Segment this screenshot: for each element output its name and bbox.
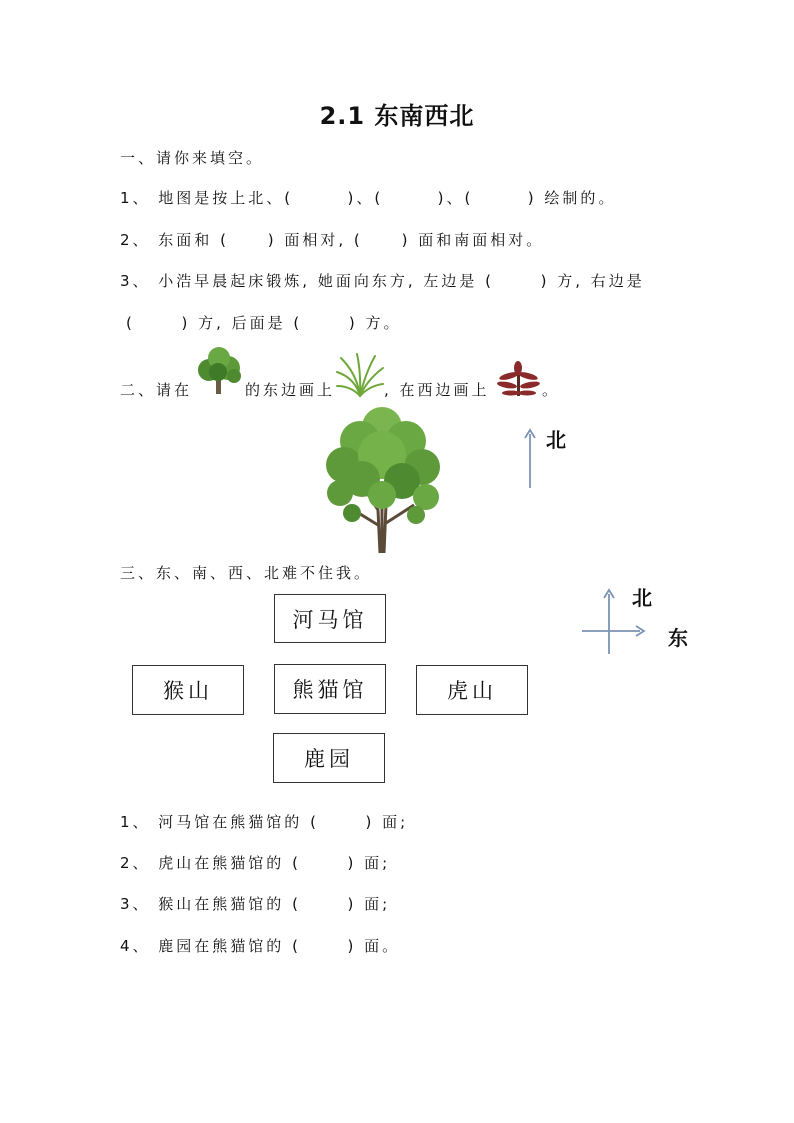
section3-question-1: 1、 河马馆在熊猫馆的 ( ) 面; <box>120 813 409 831</box>
large-tree-icon <box>322 405 444 555</box>
box-deer-garden: 鹿园 <box>273 733 385 783</box>
section2-text-2: 的东边画上 <box>245 381 336 399</box>
north-arrow-icon <box>522 428 538 490</box>
grass-icon <box>335 352 385 398</box>
section3-heading: 三、东、南、西、北难不住我。 <box>120 564 373 582</box>
compass-east-label: 东 <box>668 626 688 650</box>
flower-icon <box>497 360 541 398</box>
section2-text-3: , 在西边画上 <box>384 381 490 399</box>
box-hippo-house: 河马馆 <box>274 594 386 643</box>
north-label: 北 <box>546 428 566 452</box>
section3-question-2: 2、 虎山在熊猫馆的 ( ) 面; <box>120 854 391 872</box>
box-monkey-hill: 猴山 <box>132 665 244 715</box>
section2-text-1: 二、请在 <box>120 381 193 399</box>
section2-text-4: 。 <box>542 381 561 399</box>
section3-question-3: 3、 猴山在熊猫馆的 ( ) 面; <box>120 895 391 913</box>
box-tiger-hill: 虎山 <box>416 665 528 715</box>
section1-question-3a: 3、 小浩早晨起床锻炼, 她面向东方, 左边是 ( ) 方, 右边是 <box>120 272 645 290</box>
section3-question-4: 4、 鹿园在熊猫馆的 ( ) 面。 <box>120 937 401 955</box>
section1-question-1: 1、 地图是按上北、( )、( )、( ) 绘制的。 <box>120 189 617 207</box>
section1-heading: 一、请你来填空。 <box>120 149 265 167</box>
compass-north-label: 北 <box>632 586 652 610</box>
section1-question-3b: ( ) 方, 后面是 ( ) 方。 <box>126 314 402 332</box>
page-title: 2.1 东南西北 <box>319 102 475 130</box>
small-tree-icon <box>194 346 244 396</box>
section1-question-2: 2、 东面和 ( ) 面相对, ( ) 面和南面相对。 <box>120 231 545 249</box>
box-panda-house: 熊猫馆 <box>274 664 386 714</box>
